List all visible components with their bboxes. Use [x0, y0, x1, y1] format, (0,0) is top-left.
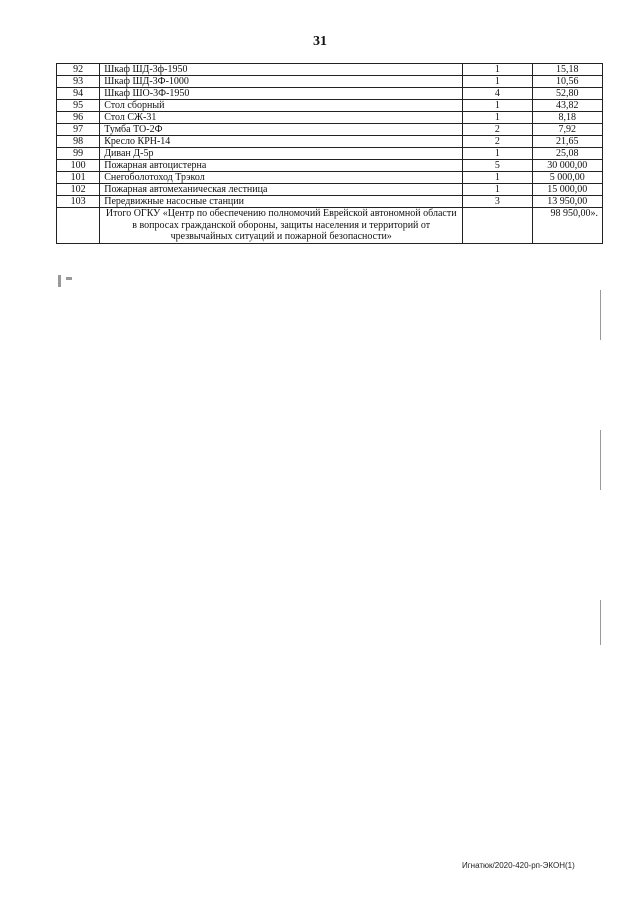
row-number: 97 [57, 124, 100, 136]
row-number: 93 [57, 76, 100, 88]
table-row [57, 172, 603, 184]
scan-speck [600, 600, 601, 645]
row-quantity: 1 [463, 76, 532, 88]
inventory-table [56, 63, 603, 244]
table-row [57, 76, 603, 88]
row-name: Шкаф ШД-3ф-1950 [100, 64, 463, 76]
row-name: Стол сборный [100, 100, 463, 112]
table-row [57, 112, 603, 124]
row-name: Шкаф ШД-3Ф-1000 [100, 76, 463, 88]
row-sum: 52,80 [532, 88, 602, 100]
footer-document-code: Игнатюк/2020-420-рп-ЭКОН(1) [462, 861, 575, 870]
scan-speck [66, 277, 72, 280]
row-sum: 5 000,00 [532, 172, 602, 184]
row-sum: 43,82 [532, 100, 602, 112]
total-sum: 98 950,00». [532, 208, 602, 244]
row-quantity: 1 [463, 172, 532, 184]
row-number: 92 [57, 64, 100, 76]
row-name: Пожарная автоцистерна [100, 160, 463, 172]
row-sum: 15 000,00 [532, 184, 602, 196]
row-number: 103 [57, 196, 100, 208]
scan-speck [58, 275, 61, 287]
table-row [57, 148, 603, 160]
row-number: 96 [57, 112, 100, 124]
row-quantity: 1 [463, 184, 532, 196]
row-quantity: 5 [463, 160, 532, 172]
row-sum: 25,08 [532, 148, 602, 160]
row-number: 95 [57, 100, 100, 112]
row-quantity: 3 [463, 196, 532, 208]
row-number: 100 [57, 160, 100, 172]
table-row [57, 136, 603, 148]
row-quantity: 1 [463, 100, 532, 112]
row-sum: 30 000,00 [532, 160, 602, 172]
row-sum: 13 950,00 [532, 196, 602, 208]
page-number: 31 [313, 34, 327, 49]
table-row [57, 124, 603, 136]
row-name: Кресло КРН-14 [100, 136, 463, 148]
row-number: 102 [57, 184, 100, 196]
row-number: 101 [57, 172, 100, 184]
row-sum: 8,18 [532, 112, 602, 124]
row-sum: 21,65 [532, 136, 602, 148]
scan-speck [600, 430, 601, 490]
row-quantity: 1 [463, 64, 532, 76]
row-number: 99 [57, 148, 100, 160]
row-sum: 10,56 [532, 76, 602, 88]
row-number: 94 [57, 88, 100, 100]
row-number: 98 [57, 136, 100, 148]
row-quantity: 2 [463, 136, 532, 148]
inventory-rows [57, 64, 603, 208]
row-quantity: 2 [463, 124, 532, 136]
row-sum: 7,92 [532, 124, 602, 136]
total-row [57, 208, 603, 244]
table-row [57, 64, 603, 76]
row-quantity: 1 [463, 148, 532, 160]
row-sum: 15,18 [532, 64, 602, 76]
row-name: Пожарная автомеханическая лестница [100, 184, 463, 196]
row-name: Передвижные насосные станции [100, 196, 463, 208]
total-label: Итого ОГКУ «Центр по обеспечению полномочий Еврейской автономной области в вопросах гражданской обороны, защиты населения и территорий от чрезвычайных ситуаций и пожарной безопасности» [100, 208, 463, 244]
total-blank-cell [57, 208, 100, 244]
total-qty-cell [463, 208, 532, 244]
table-row [57, 88, 603, 100]
scan-speck [600, 290, 601, 340]
row-quantity: 4 [463, 88, 532, 100]
table-row [57, 100, 603, 112]
table-row [57, 184, 603, 196]
row-name: Снегоболотоход Трэкол [100, 172, 463, 184]
row-name: Тумба ТО-2Ф [100, 124, 463, 136]
row-name: Шкаф ШО-3Ф-1950 [100, 88, 463, 100]
row-name: Диван Д-5р [100, 148, 463, 160]
table-row [57, 160, 603, 172]
row-name: Стол СЖ-31 [100, 112, 463, 124]
row-quantity: 1 [463, 112, 532, 124]
table-row [57, 196, 603, 208]
